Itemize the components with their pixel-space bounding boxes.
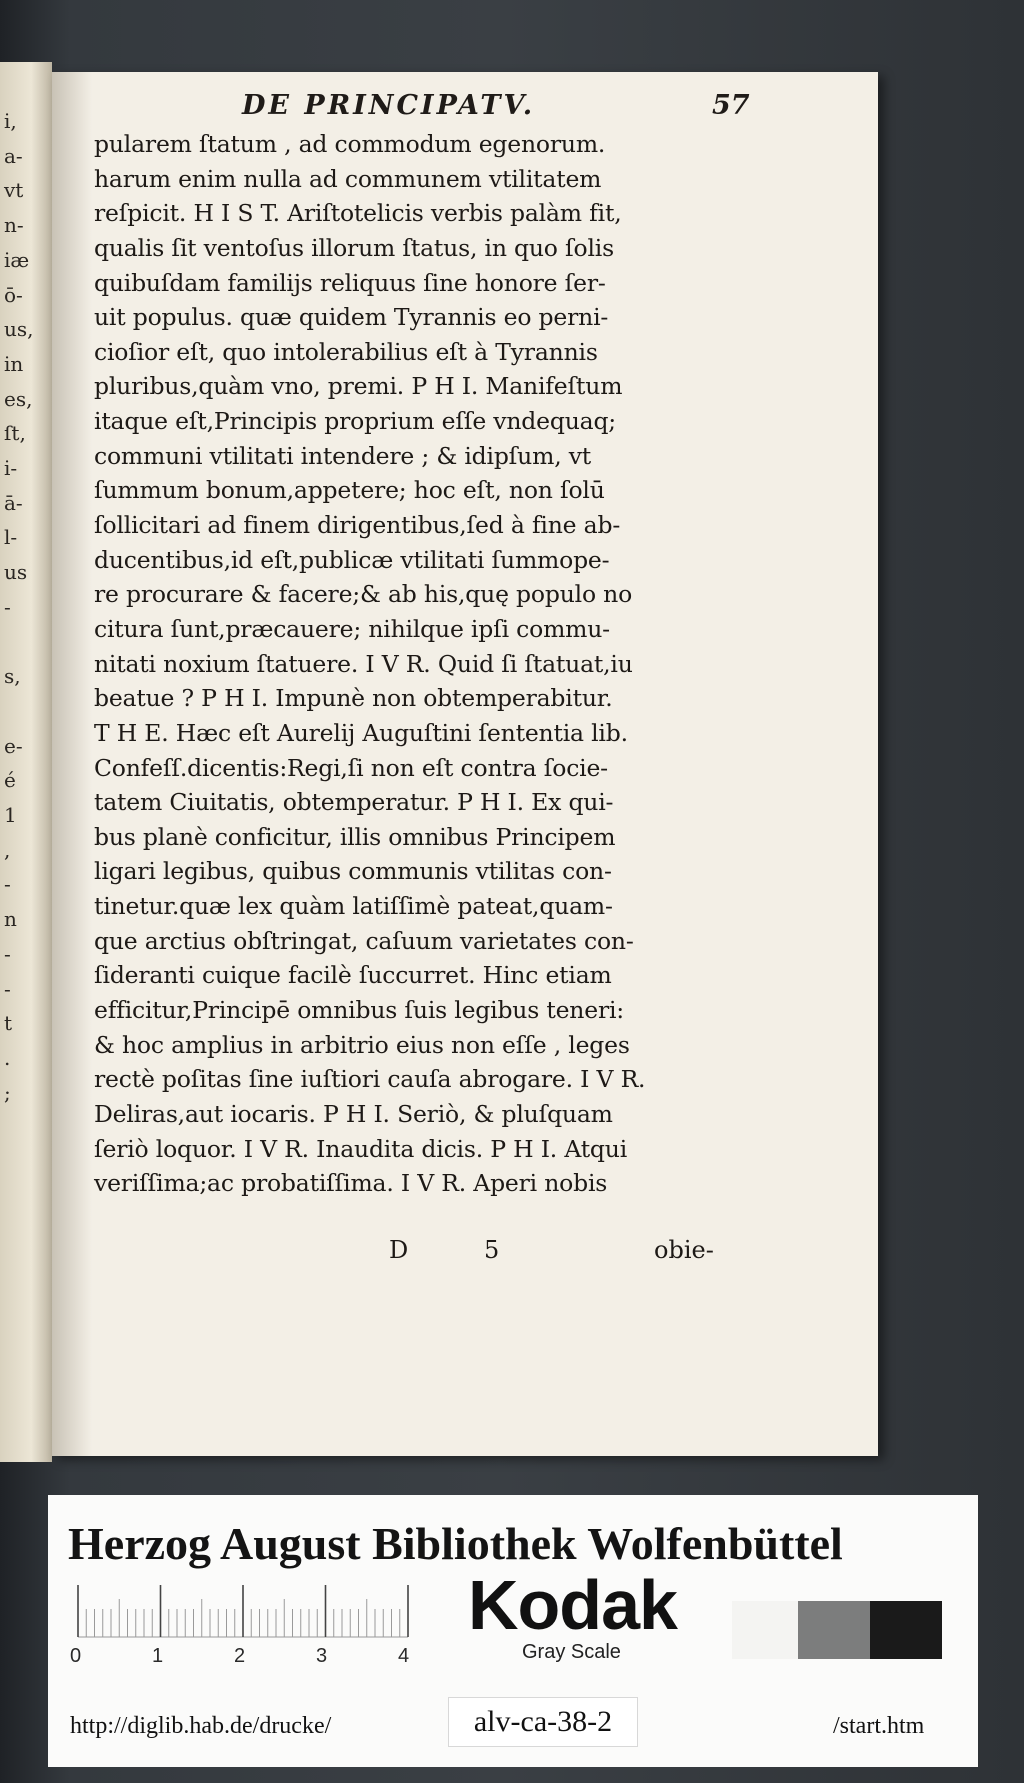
swatch-black xyxy=(870,1601,942,1659)
text-line: tatem Ciuitatis, obtemperatur. P H I. Ex qui- xyxy=(94,788,614,817)
facing-page-fragment: ā- xyxy=(4,490,23,515)
facing-page-fragment: in xyxy=(4,351,24,376)
swatch-white xyxy=(732,1601,798,1659)
folio-number: 57 xyxy=(712,90,750,121)
url-suffix: /start.htm xyxy=(833,1713,925,1739)
signature-line xyxy=(94,1236,734,1272)
book-page xyxy=(52,72,878,1456)
text-block xyxy=(94,127,734,1201)
facing-page-fragment: l- xyxy=(4,525,18,550)
text-line: ſollicitari ad finem dirigentibus,ſed à fine ab- xyxy=(94,511,621,540)
library-name: Herzog August Bibliothek Wolfenbüttel xyxy=(68,1518,843,1569)
kodak-logo: Kodak xyxy=(468,1566,677,1644)
scale-number: 1 xyxy=(152,1645,164,1667)
signature-letter: D xyxy=(389,1236,409,1264)
facing-page-fragment: us, xyxy=(4,317,34,342)
facing-page-fragment: - xyxy=(4,976,11,1001)
text-line: T H E. Hæc eſt Aurelij Auguſtini ſententia lib. xyxy=(94,718,628,747)
text-line: re procurare & facere;& ab his,quę populo no xyxy=(94,580,633,609)
text-line: & hoc amplius in arbitrio eius non eſſe , leges xyxy=(94,1030,630,1059)
scale-number: 4 xyxy=(398,1645,410,1667)
facing-page-fragment: n- xyxy=(4,213,24,238)
facing-page-fragment: i, xyxy=(4,109,17,133)
ruler-scale xyxy=(72,1577,432,1649)
text-line: pularem ſtatum , ad commodum egenorum. xyxy=(94,130,606,158)
facing-page-fragment: a- xyxy=(4,143,23,168)
text-line: reſpicit. H I S T. Ariſtotelicis verbis palàm fit, xyxy=(94,199,622,228)
running-head-title: DE PRINCIPATV. xyxy=(242,90,536,121)
facing-page-fragment: t xyxy=(4,1011,13,1036)
catchword: obie- xyxy=(654,1236,714,1264)
facing-page-fragment: - xyxy=(4,941,11,966)
text-line: itaque eſt,Principis proprium eſſe vndequaq; xyxy=(94,407,617,436)
facing-page-edge xyxy=(0,62,52,1462)
color-target-card xyxy=(48,1495,978,1767)
facing-page-fragment: é xyxy=(4,768,16,793)
facing-page-fragment: us xyxy=(4,560,28,585)
text-line: cioſior eſt, quo intolerabilius eſt à Tyrannis xyxy=(94,337,598,366)
text-line: tinetur.quæ lex quàm latiſſimè pateat,quam- xyxy=(94,892,613,921)
facing-page-fragment: i- xyxy=(4,456,18,480)
running-head xyxy=(242,90,802,130)
facing-page-fragment: ō- xyxy=(4,282,23,307)
facing-page-fragment: n xyxy=(4,907,17,932)
text-line: communi vtilitati intendere ; & idipſum, vt xyxy=(94,441,592,470)
signature-number: 5 xyxy=(484,1236,500,1264)
scale-number: 3 xyxy=(316,1645,328,1667)
scale-number: 2 xyxy=(234,1645,246,1667)
text-line: Deliras,aut iocaris. P H I. Seriò, & pluſquam xyxy=(94,1099,613,1128)
facing-page-fragment: - xyxy=(4,872,11,897)
facing-page-fragment: s, xyxy=(4,664,21,689)
text-line: efficitur,Principē omnibus ſuis legibus teneri: xyxy=(94,996,625,1025)
text-line: beatue ? P H I. Impunè non obtemperabitur. xyxy=(94,684,613,713)
facing-page-fragment: es, xyxy=(4,386,33,411)
facing-page-fragment: ſt, xyxy=(4,421,26,446)
gutter-shadow xyxy=(52,72,92,1456)
text-line: uit populus. quæ quidem Tyrannis eo perni- xyxy=(94,303,609,332)
text-line: qualis ſit ventoſus illorum ſtatus, in quo ſolis xyxy=(94,233,614,262)
text-line: citura ſunt,præcauere; nihilque ipſi commu- xyxy=(94,614,610,643)
facing-page-fragment: ; xyxy=(4,1080,11,1105)
facing-page-fragment: e- xyxy=(4,733,23,758)
facing-page-fragment: , xyxy=(4,837,11,862)
facing-page-fragment: iæ xyxy=(4,247,30,272)
facing-page-fragment: . xyxy=(4,1045,11,1070)
shelfmark: alv-ca-38-2 xyxy=(448,1697,638,1747)
text-line: bus planè conficitur, illis omnibus Principem xyxy=(94,822,616,851)
text-line: ſideranti cuique facilè ſuccurret. Hinc etiam xyxy=(94,961,612,990)
facing-page-fragment: 1 xyxy=(4,803,17,827)
text-line: nitati noxium ſtatuere. I V R. Quid ſi ſtatuat,iu xyxy=(94,649,633,678)
text-line: ducentibus,id eſt,publicæ vtilitati ſummope- xyxy=(94,545,610,574)
text-line: pluribus,quàm vno, premi. P H I. Manifeſtum xyxy=(94,372,623,401)
gray-scale-label: Gray Scale xyxy=(522,1641,621,1663)
text-line: ſeriò loquor. I V R. Inaudita dicis. P H I. Atqui xyxy=(94,1134,628,1163)
facing-page-fragment: - xyxy=(4,594,11,619)
text-line: ligari legibus, quibus communis vtilitas con- xyxy=(94,857,612,886)
text-line: quibuſdam familijs reliquus ſine honore ſer- xyxy=(94,268,606,297)
text-line: rectè poſitas ſine iuſtiori cauſa abrogare. I V R. xyxy=(94,1065,646,1094)
text-line: veriſſima;ac probatiſſima. I V R. Aperi nobis xyxy=(94,1169,608,1198)
text-line: que arctius obſtringat, caſuum varietates con- xyxy=(94,926,634,955)
text-line: Confeſſ.dicentis:Regi,ſi non eſt contra ſocie- xyxy=(94,753,608,782)
text-line: harum enim nulla ad communem vtilitatem xyxy=(94,164,602,193)
swatch-gray xyxy=(798,1601,870,1659)
text-line: ſummum bonum,appetere; hoc eſt, non ſolū xyxy=(94,476,605,505)
scale-number: 0 xyxy=(70,1645,82,1667)
url-prefix: http://diglib.hab.de/drucke/ xyxy=(70,1713,332,1739)
facing-page-fragment: vt xyxy=(4,178,24,203)
